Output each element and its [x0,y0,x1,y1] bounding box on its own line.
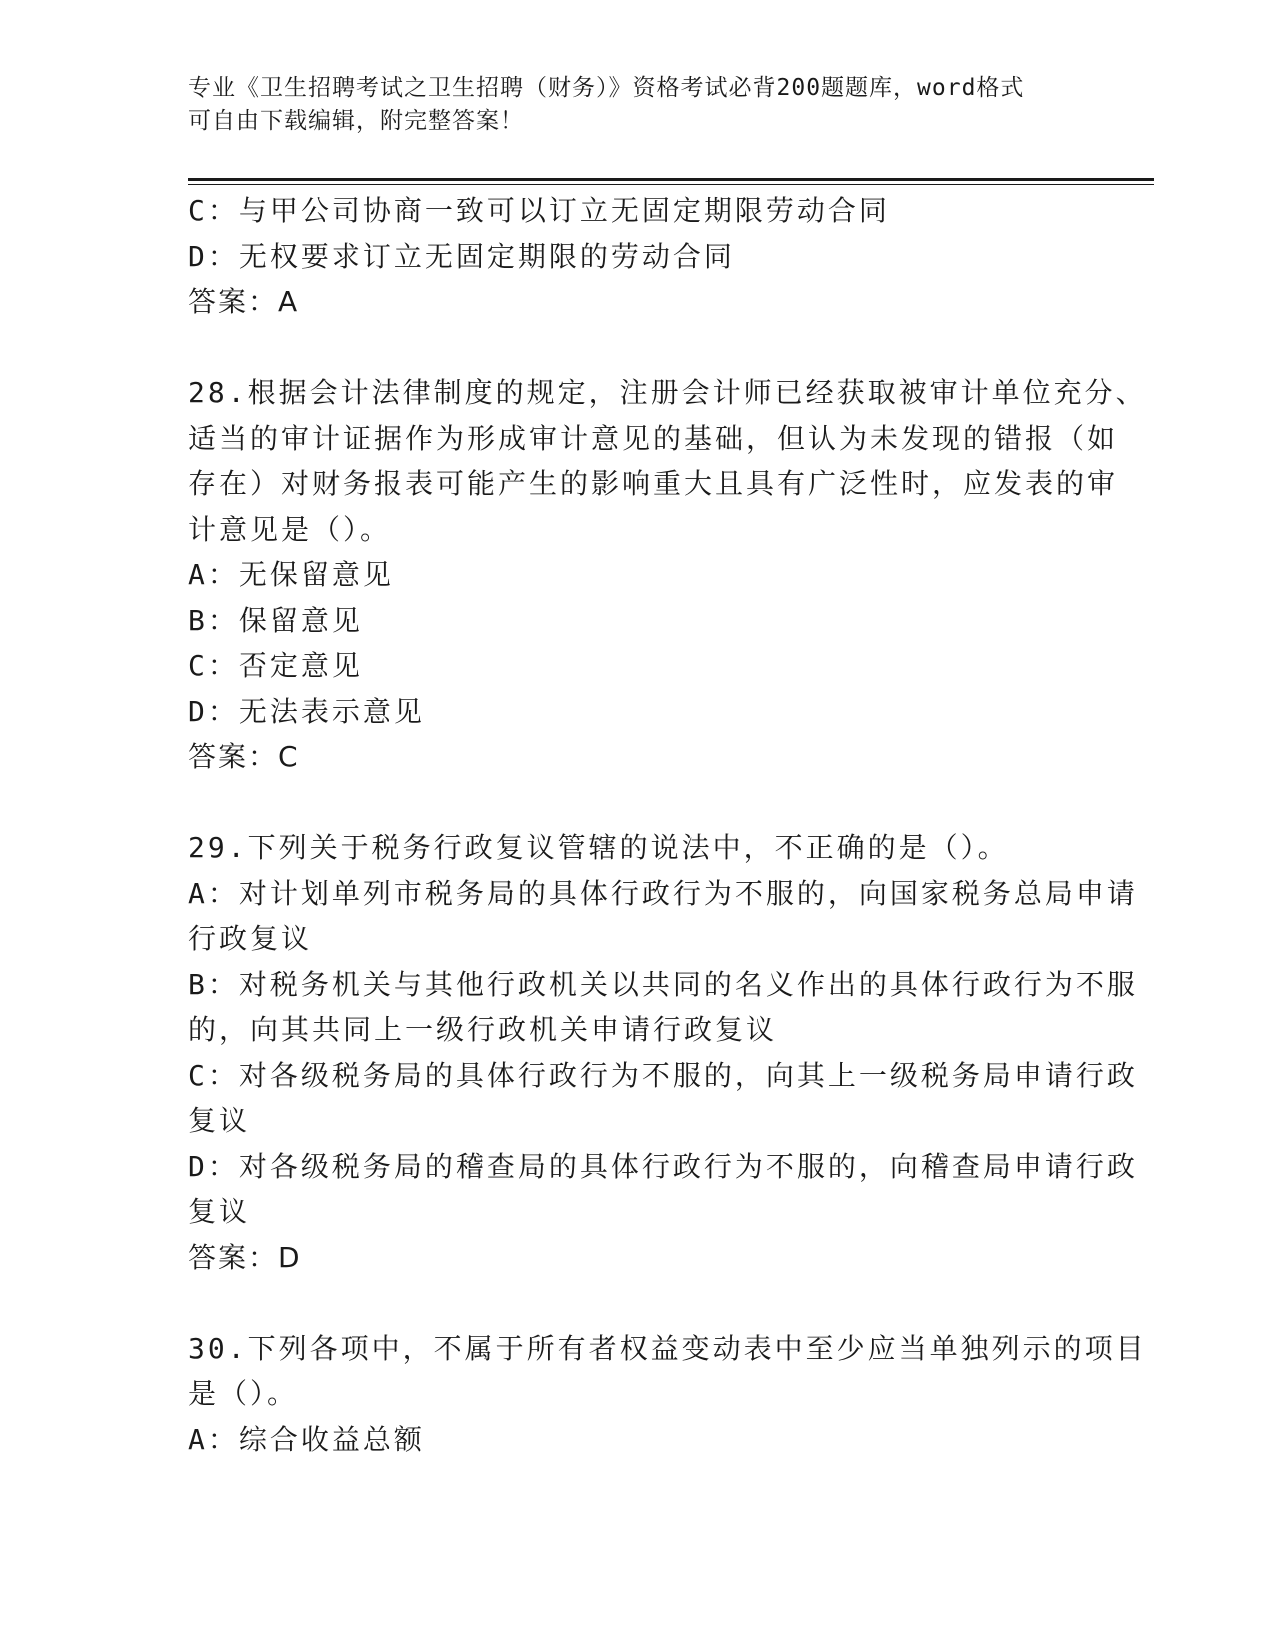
option-d: D：无权要求订立无固定期限的劳动合同 [188,239,735,273]
option-a: A：综合收益总额 [188,1422,425,1456]
header-divider-thin [188,184,1154,185]
spacer [188,325,1088,371]
option-c: C：与甲公司协商一致可以订立无固定期限劳动合同 [188,194,890,227]
question-27-tail [188,188,1088,325]
question-stem-line: 适当的审计证据作为形成审计意见的基础，但认为未发现的错报（如 [188,421,1119,455]
option-a-continued: 行政复议 [188,922,313,955]
answer: 答案：C [188,740,300,773]
question-stem-line: 30.下列各项中，不属于所有者权益变动表中至少应当单独列示的项目 [188,1331,1147,1365]
answer: 答案：A [188,285,300,318]
answer: 答案：D [188,1240,302,1274]
option-a: A：对计划单列市税务局的具体行政行为不服的，向国家税务总局申请 [188,876,1138,910]
question-stem-line: 28.根据会计法律制度的规定，注册会计师已经获取被审计单位充分、 [188,376,1147,409]
question-30 [188,1326,1147,1463]
header-divider-thick [188,178,1154,181]
option-d-continued: 复议 [188,1195,251,1228]
option-c-continued: 复议 [188,1104,251,1137]
option-d: D：对各级税务局的稽查局的具体行政行为不服的，向稽查局申请行政 [188,1149,1138,1183]
question-29 [188,825,1138,1280]
page-header [188,72,1068,138]
option-b: B：对税务机关与其他行政机关以共同的名义作出的具体行政行为不服 [188,967,1138,1001]
option-d: D：无法表示意见 [188,694,425,728]
question-stem-line: 计意见是（）。 [188,512,392,546]
header-title-line-2: 可自由下载编辑，附完整答案！ [188,108,524,134]
option-c: C：对各级税务局的具体行政行为不服的，向其上一级税务局申请行政 [188,1058,1138,1092]
option-c: C：否定意见 [188,649,363,682]
document-body [188,188,1147,1462]
question-stem-line: 是（）。 [188,1377,299,1410]
spacer [188,780,1088,826]
option-a: A：无保留意见 [188,558,394,591]
spacer [188,1280,1088,1326]
question-stem-line: 29.下列关于税务行政复议管辖的说法中，不正确的是（）。 [188,831,1009,864]
question-stem-line: 存在）对财务报表可能产生的影响重大且具有广泛性时，应发表的审 [188,467,1119,500]
option-b: B：保留意见 [188,603,363,637]
option-b-continued: 的，向其共同上一级行政机关申请行政复议 [188,1013,778,1046]
question-28 [188,370,1147,780]
header-title-line-1: 专业《卫生招聘考试之卫生招聘（财务）》资格考试必背200题题库，word格式 [188,75,1025,101]
